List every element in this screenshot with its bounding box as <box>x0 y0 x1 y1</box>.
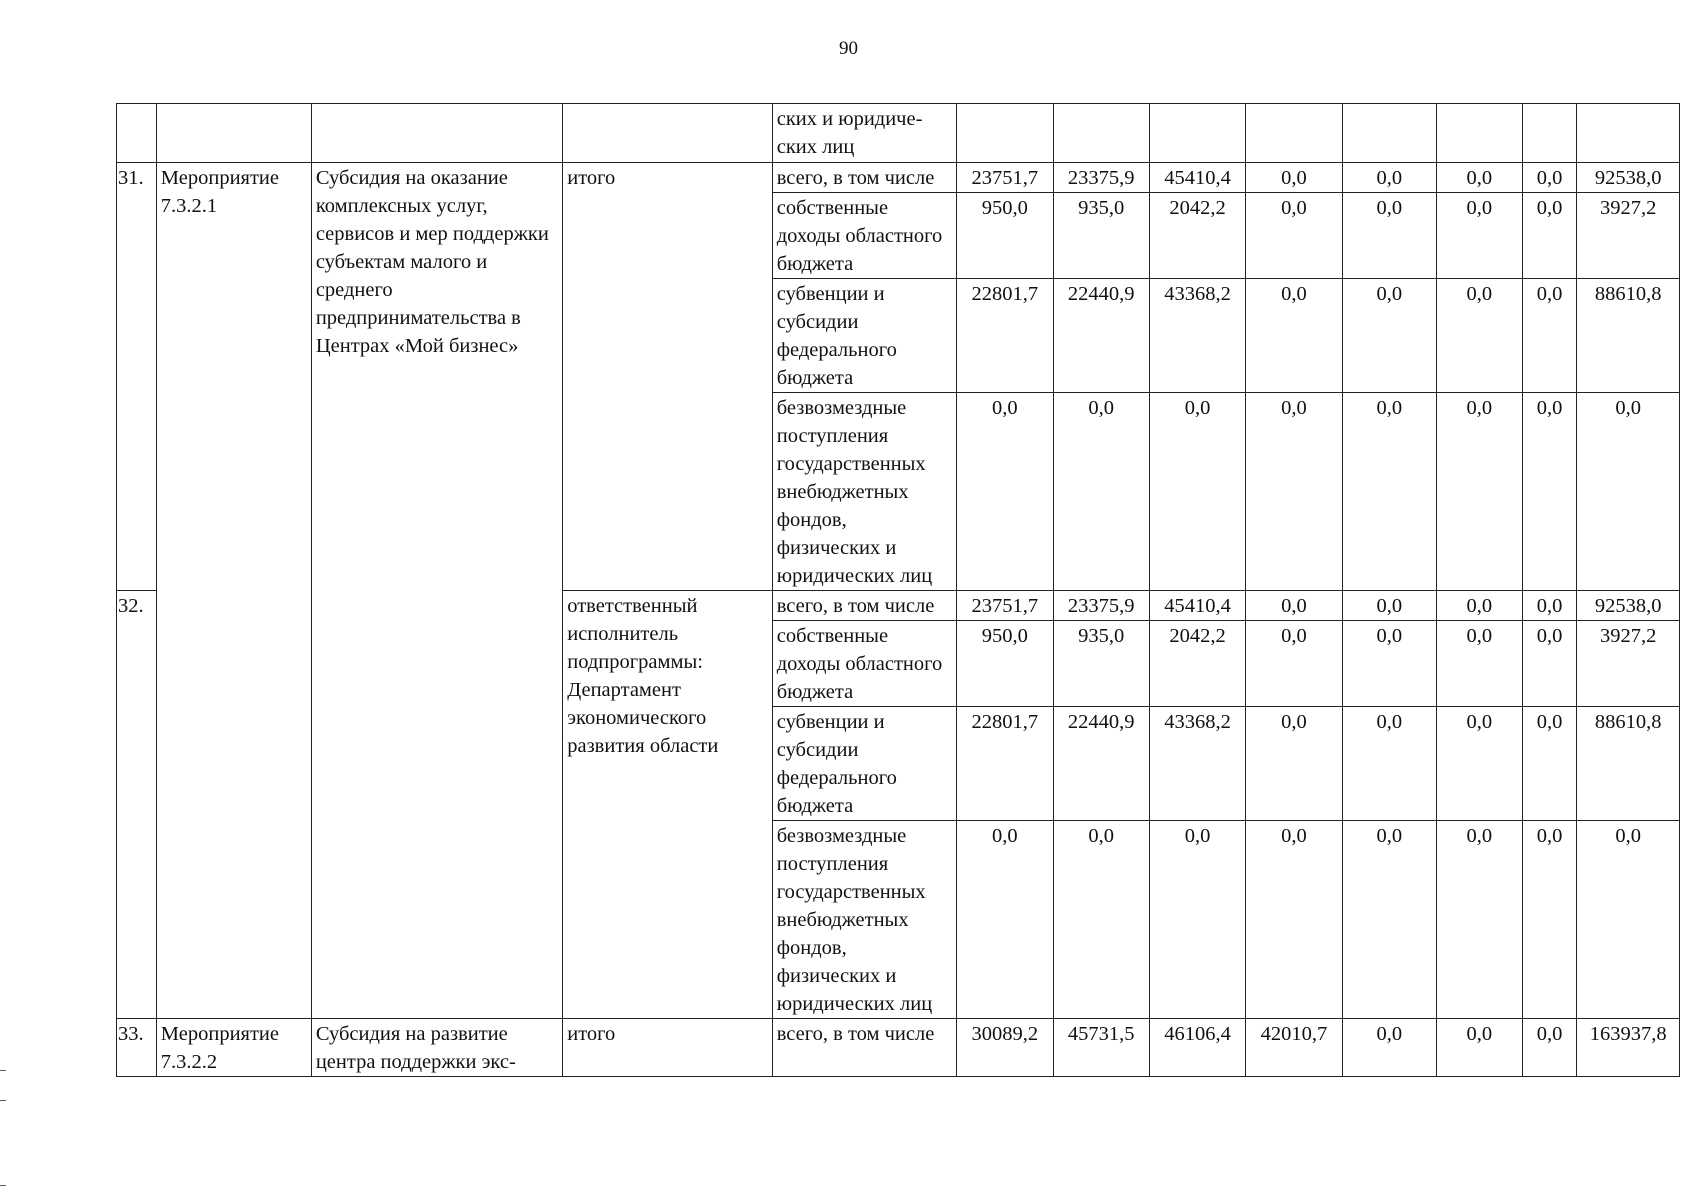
value-cell: 45410,4 <box>1149 163 1245 193</box>
value-cell: 0,0 <box>1436 591 1522 621</box>
value-cell: 43368,2 <box>1149 707 1245 821</box>
source-cell: ских и юридиче-ских лиц <box>772 104 956 163</box>
value-cell: 0,0 <box>1522 279 1576 393</box>
value-cell: 0,0 <box>1246 193 1342 279</box>
value-cell: 23751,7 <box>957 163 1053 193</box>
value-cell: 0,0 <box>1436 193 1522 279</box>
value-cell: 46106,4 <box>1149 1019 1245 1077</box>
value-cell <box>1149 104 1245 163</box>
source-cell: собственные доходы областного бюджета <box>772 193 956 279</box>
scan-margin-mark <box>0 1100 6 1101</box>
value-cell: 0,0 <box>1577 821 1680 1019</box>
value-cell: 45731,5 <box>1053 1019 1149 1077</box>
source-cell: субвенции и субсидии федерального бюджета <box>772 707 956 821</box>
value-cell <box>1436 104 1522 163</box>
value-cell: 0,0 <box>1246 821 1342 1019</box>
value-cell <box>1577 104 1680 163</box>
value-cell: 0,0 <box>1522 591 1576 621</box>
executor-cell: итого <box>563 163 773 591</box>
value-cell: 0,0 <box>957 393 1053 591</box>
index-cell: 33. <box>117 1019 157 1077</box>
value-cell: 0,0 <box>1522 821 1576 1019</box>
value-cell: 0,0 <box>1436 279 1522 393</box>
value-cell: 0,0 <box>957 821 1053 1019</box>
index-cell: 31. <box>117 163 157 591</box>
value-cell: 23751,7 <box>957 591 1053 621</box>
value-cell: 0,0 <box>1246 163 1342 193</box>
value-cell: 0,0 <box>1342 621 1436 707</box>
value-cell: 0,0 <box>1436 707 1522 821</box>
value-cell: 0,0 <box>1149 393 1245 591</box>
value-cell: 0,0 <box>1246 393 1342 591</box>
value-cell <box>957 104 1053 163</box>
value-cell <box>1522 104 1576 163</box>
value-cell: 0,0 <box>1436 821 1522 1019</box>
budget-table <box>116 103 1680 1077</box>
value-cell: 0,0 <box>1522 621 1576 707</box>
value-cell: 0,0 <box>1522 163 1576 193</box>
value-cell: 22440,9 <box>1053 707 1149 821</box>
value-cell: 0,0 <box>1342 707 1436 821</box>
source-cell: безвозмездные поступления государственных внебюджетных фондов, физических и юридических лиц <box>772 393 956 591</box>
value-cell <box>1053 104 1149 163</box>
executor-cell: итого <box>563 1019 773 1077</box>
value-cell: 0,0 <box>1342 591 1436 621</box>
table-row <box>117 163 1680 193</box>
value-cell <box>1246 104 1342 163</box>
source-cell: всего, в том числе <box>772 1019 956 1077</box>
source-cell: собственные доходы областного бюджета <box>772 621 956 707</box>
value-cell: 22440,9 <box>1053 279 1149 393</box>
value-cell: 163937,8 <box>1577 1019 1680 1077</box>
value-cell: 0,0 <box>1246 707 1342 821</box>
value-cell: 0,0 <box>1522 1019 1576 1077</box>
scan-margin-mark <box>0 1070 6 1071</box>
source-cell: всего, в том числе <box>772 163 956 193</box>
value-cell: 23375,9 <box>1053 163 1149 193</box>
value-cell: 0,0 <box>1053 821 1149 1019</box>
description-cell <box>311 104 562 163</box>
scan-margin-mark <box>0 1185 6 1186</box>
value-cell: 0,0 <box>1342 193 1436 279</box>
value-cell: 0,0 <box>1342 279 1436 393</box>
value-cell: 0,0 <box>1577 393 1680 591</box>
measure-cell: Мероприятие 7.3.2.2 <box>156 1019 311 1077</box>
value-cell: 23375,9 <box>1053 591 1149 621</box>
value-cell: 92538,0 <box>1577 591 1680 621</box>
value-cell: 935,0 <box>1053 621 1149 707</box>
value-cell: 0,0 <box>1436 1019 1522 1077</box>
value-cell: 2042,2 <box>1149 193 1245 279</box>
value-cell: 0,0 <box>1246 591 1342 621</box>
value-cell <box>1342 104 1436 163</box>
index-cell: 32. <box>117 591 157 1019</box>
value-cell: 88610,8 <box>1577 707 1680 821</box>
value-cell: 0,0 <box>1053 393 1149 591</box>
value-cell: 2042,2 <box>1149 621 1245 707</box>
value-cell: 3927,2 <box>1577 193 1680 279</box>
value-cell: 0,0 <box>1246 621 1342 707</box>
source-cell: всего, в том числе <box>772 591 956 621</box>
value-cell: 950,0 <box>957 193 1053 279</box>
executor-cell <box>563 104 773 163</box>
value-cell: 0,0 <box>1522 393 1576 591</box>
value-cell: 950,0 <box>957 621 1053 707</box>
value-cell: 30089,2 <box>957 1019 1053 1077</box>
measure-cell: Мероприятие 7.3.2.1 <box>156 163 311 1019</box>
value-cell: 43368,2 <box>1149 279 1245 393</box>
value-cell: 0,0 <box>1342 821 1436 1019</box>
value-cell: 935,0 <box>1053 193 1149 279</box>
page-number: 90 <box>839 38 858 59</box>
value-cell: 0,0 <box>1342 393 1436 591</box>
value-cell: 22801,7 <box>957 707 1053 821</box>
continuation-row <box>117 104 1680 163</box>
source-cell: безвозмездные поступления государственных внебюджетных фондов, физических и юридических лиц <box>772 821 956 1019</box>
measure-cell <box>156 104 311 163</box>
description-cell: Субсидия на оказание комплексных услуг, сервисов и мер поддержки субъектам малого и среднего предпринимательства в Центрах «Мой бизнес» <box>311 163 562 1019</box>
value-cell: 0,0 <box>1149 821 1245 1019</box>
value-cell: 88610,8 <box>1577 279 1680 393</box>
table-row <box>117 1019 1680 1077</box>
source-cell: субвенции и субсидии федерального бюджета <box>772 279 956 393</box>
value-cell: 0,0 <box>1522 193 1576 279</box>
value-cell: 0,0 <box>1522 707 1576 821</box>
value-cell: 0,0 <box>1342 163 1436 193</box>
value-cell: 0,0 <box>1436 163 1522 193</box>
description-cell: Субсидия на развитие центра поддержки экс- <box>311 1019 562 1077</box>
value-cell: 45410,4 <box>1149 591 1245 621</box>
value-cell: 0,0 <box>1436 621 1522 707</box>
value-cell: 42010,7 <box>1246 1019 1342 1077</box>
index-cell <box>117 104 157 163</box>
executor-cell: ответственный исполнитель подпрограммы: Департамент экономического развития области <box>563 591 773 1019</box>
value-cell: 0,0 <box>1436 393 1522 591</box>
value-cell: 0,0 <box>1246 279 1342 393</box>
value-cell: 92538,0 <box>1577 163 1680 193</box>
value-cell: 22801,7 <box>957 279 1053 393</box>
value-cell: 0,0 <box>1342 1019 1436 1077</box>
value-cell: 3927,2 <box>1577 621 1680 707</box>
